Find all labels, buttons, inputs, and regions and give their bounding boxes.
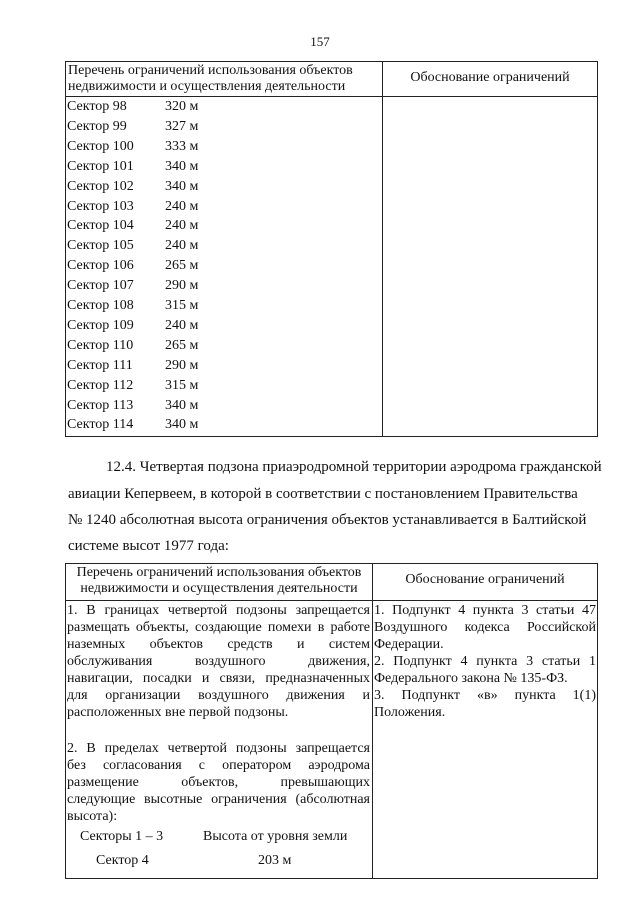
sector-height: 340 м [165,397,199,413]
sector-row [67,217,198,237]
sector-height: 340 м [165,417,199,433]
sector-name: Сектор 105 [67,238,134,254]
table2-header-divider [65,600,598,601]
sector-name: Сектор 114 [67,417,134,433]
text-line: для организации воздушного движения и [67,688,370,703]
table1-border-left [65,61,66,437]
sector-row [67,138,198,158]
sector-name: Сектор 98 [67,99,127,114]
text-line: обслуживания воздушного движения, [67,654,370,669]
sector-height: 265 м [165,337,199,353]
sector-row [67,98,198,118]
sector-height: 240 м [165,198,199,214]
sector-height: 327 м [165,118,199,134]
sector-name: Сектор 106 [67,258,134,274]
sector-name: Сектор 111 [67,357,133,373]
sector-name: Сектор 110 [67,337,134,353]
sector-name: Сектор 109 [67,317,134,333]
table2-border-right [597,563,598,879]
height-column-label: Высота от уровня земли [203,829,348,844]
sector-name: Сектор 101 [67,158,134,174]
table1-border-top [65,61,598,62]
table1-column-divider [382,61,383,437]
sector-row [67,118,198,138]
text-line: следующие высотные ограничения (абсолютная [67,792,370,807]
table2-header-restrictions [68,565,370,597]
text-line: высота): [67,809,118,824]
paragraph-line: № 1240 абсолютная высота ограничения объектов устанавливается в Балтийской [68,512,587,528]
sector-name: Сектор 104 [67,218,134,234]
sector-row [67,178,198,198]
text-line: размещение объектов, превышающих [67,775,370,790]
sector-height: 315 м [165,298,199,313]
sector-height: 333 м [165,138,199,154]
page-number: 157 [310,34,330,49]
text-line: расположенных вне первой подзоны. [67,705,289,720]
sector-name: Сектор 99 [67,118,127,134]
sector-name: Сектор 102 [67,178,134,194]
text-line: навигации, посадки и связи, предназначенных [67,671,370,686]
text-line: 2. В пределах четвертой подзоны запрещается [67,741,370,756]
text-line: 2. Подпункт 4 пункта 3 статьи 1 [374,654,596,669]
text-line: 1. Подпункт 4 пункта 3 статьи 47 [374,603,596,618]
table2-border-left [65,563,66,879]
text-line: 3. Подпункт «в» пункта 1(1) [374,688,596,703]
restriction-item-1 [67,602,370,721]
sector-row [67,237,198,257]
sector-row [67,297,198,317]
sector-row [67,277,198,297]
sector-row [67,397,198,417]
paragraph-line: авиации Кепервеем, в которой в соответствии с постановлением Правительства [68,486,578,502]
sector-height: 340 м [165,178,199,194]
sector-height: 240 м [165,238,199,254]
sector-row [67,377,198,397]
sector-height: 290 м [165,278,199,294]
table2-border-top [65,563,598,564]
sector-row [67,257,198,277]
sector-height: 240 м [165,218,199,234]
paragraph-line: системе высот 1977 года: [68,538,229,554]
text-line: наземных объектов средств и систем [67,637,370,652]
sector-group-label: Секторы 1 – 3 [80,829,164,844]
sector-height: 265 м [165,258,199,274]
text-line: Положения. [374,705,446,720]
sector-row [67,317,198,337]
sector-name: Сектор 103 [67,198,134,214]
sector-row [67,357,198,377]
sector-row [67,158,198,178]
sector-row [67,416,198,436]
text-line: 1. В границах четвертой подзоны запрещается [67,603,370,618]
sector-name: Сектор 4 [96,853,149,868]
justification-list [374,602,596,721]
sector-height: 315 м [165,377,199,393]
text-line: Воздушного кодекса Российской [374,620,596,635]
table2-column-divider [372,563,373,879]
paragraph-line: 12.4. Четвертая подзона приаэродромной территории аэродрома гражданской [106,459,602,475]
sector-name: Сектор 112 [67,377,134,393]
table1-header-divider [65,96,598,97]
sector-name: Сектор 108 [67,298,134,313]
header-line: недвижимости и осуществления деятельности [80,581,358,596]
header-line: Перечень ограничений использования объектов [76,565,362,580]
sector-height: 203 м [258,853,292,868]
sector-name: Сектор 113 [67,397,134,413]
table2-header-justification: Обоснование ограничений [405,572,565,587]
table1-border-right [597,61,598,437]
restriction-item-2 [67,740,370,825]
text-line: без согласования с оператором аэродрома [67,758,370,773]
sector-height: 340 м [165,158,199,174]
table1-header-justification: Обоснование ограничений [410,70,570,85]
sector-row [67,337,198,357]
text-line: Федерации. [374,637,444,652]
table2-border-bottom [65,878,598,879]
sector-height: 290 м [165,357,199,373]
sector-row [67,198,198,218]
sector-height: 320 м [165,99,199,114]
sector-name: Сектор 107 [67,278,134,294]
table1-header-restrictions: Перечень ограничений использования объектов недвижимости и осуществления деятельности [68,63,353,94]
text-line: Федерального закона № 135-ФЗ. [374,671,568,686]
text-line: размещать объекты, создающие помехи в работе [67,620,370,635]
sector-name: Сектор 100 [67,138,134,154]
sector-height: 240 м [165,317,199,333]
